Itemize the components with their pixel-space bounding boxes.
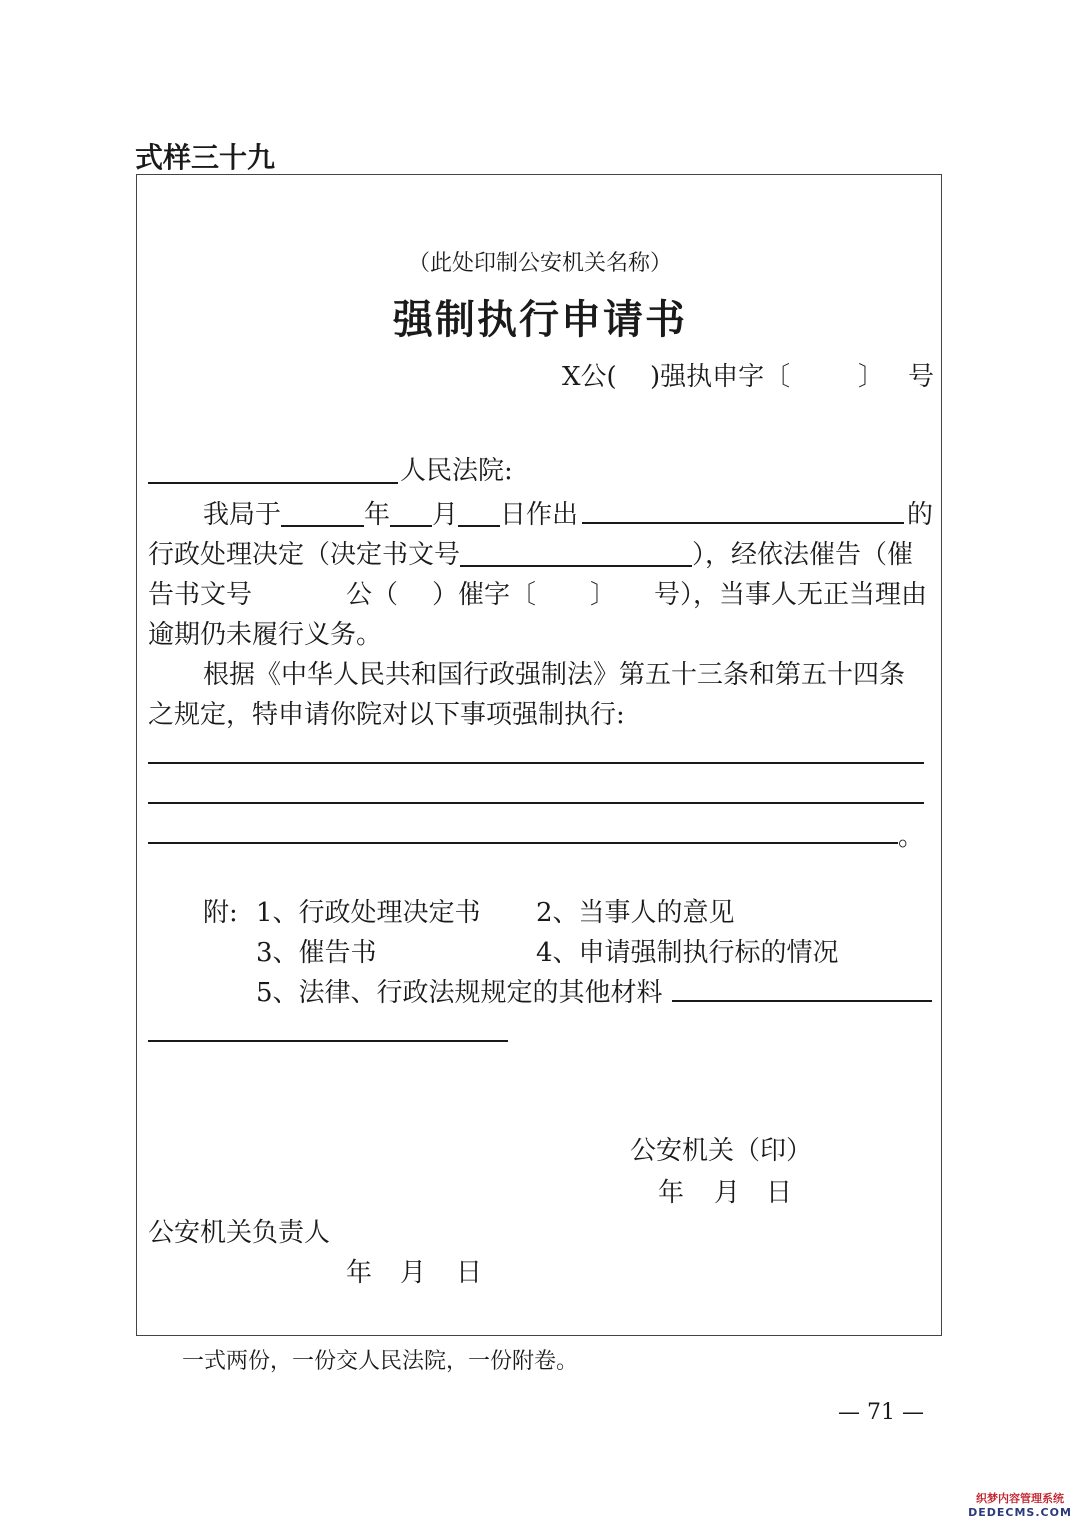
- responsible-date-month: 月: [400, 1258, 427, 1288]
- watermark-line-1: 织梦内容管理系统: [976, 1492, 1064, 1505]
- attachment-label: 附:: [203, 898, 238, 928]
- p1-text-k: 逾期仍未履行义务。: [148, 620, 383, 650]
- seal-date-day: 日: [766, 1178, 793, 1208]
- addressee-suffix: 人民法院:: [400, 456, 513, 486]
- attachment-item-1: 1、行政处理决定书: [256, 898, 481, 928]
- p1-text-j: 号），当事人无正当理由: [654, 580, 928, 610]
- court-name-blank: [148, 482, 398, 484]
- agency-placeholder: （此处印制公安机关名称）: [407, 251, 672, 276]
- p1-text-c: 的: [907, 500, 934, 530]
- ref-suffix: 号: [908, 362, 935, 392]
- footnote: 一式两份，一份交人民法院，一份附卷。: [182, 1349, 579, 1374]
- p1-text-a: 我局于: [203, 500, 282, 530]
- end-mark: 。: [898, 822, 925, 852]
- responsible-date-day: 日: [456, 1258, 483, 1288]
- decision-number-blank: [460, 539, 692, 567]
- attachment-item-2: 2、当事人的意见: [536, 898, 735, 928]
- p2-line1: 根据《中华人民共和国行政强制法》第五十三条和第五十四条: [203, 660, 906, 690]
- seal-text: 公安机关（印）: [630, 1136, 813, 1166]
- watermark: [965, 1490, 1075, 1519]
- responsible-date-year: 年: [346, 1258, 373, 1288]
- form-label: 式样三十九: [135, 141, 276, 174]
- day-blank: [458, 499, 500, 527]
- p1-text-i: 〕: [590, 580, 617, 610]
- form-frame: [136, 174, 942, 1336]
- attachment-item-3: 3、催告书: [256, 938, 377, 968]
- p1-text-b: 日作出: [500, 500, 579, 530]
- ref-prefix: X公(: [562, 362, 617, 392]
- p1-text-e: ），经依法催告（催: [692, 540, 914, 570]
- p1-start: [203, 494, 578, 531]
- item-blank-3: [148, 842, 898, 844]
- p1-month: 月: [432, 500, 459, 530]
- p1-text-f: 告书文号: [148, 580, 253, 610]
- p1-year: 年: [364, 500, 391, 530]
- attachment-item-4: 4、申请强制执行标的情况: [536, 938, 839, 968]
- year-blank: [281, 499, 364, 527]
- other-materials-blank: [672, 1000, 932, 1002]
- seal-date-year: 年: [658, 1178, 685, 1208]
- document-title: 强制执行申请书: [393, 297, 687, 343]
- attachment-item-5: 5、法律、行政法规规定的其他材料: [256, 978, 663, 1008]
- ref-middle: )强执申字〔: [650, 362, 791, 392]
- page-number: — 71 —: [838, 1400, 924, 1425]
- item-blank-1: [148, 762, 924, 764]
- watermark-line-2: DEDECMS.COM: [968, 1506, 1072, 1519]
- p1-text-d: 行政处理决定（决定书文号: [148, 540, 461, 570]
- p1-text-h: ）催字〔: [432, 580, 537, 610]
- other-materials-blank-2: [148, 1040, 508, 1042]
- p2-line2: 之规定，特申请你院对以下事项强制执行:: [148, 700, 625, 730]
- decision-blank: [582, 522, 904, 524]
- month-blank: [390, 499, 432, 527]
- responsible-person: 公安机关负责人: [148, 1218, 331, 1248]
- ref-bracket-close: 〕: [858, 362, 885, 392]
- item-blank-2: [148, 802, 924, 804]
- seal-date-month: 月: [714, 1178, 741, 1208]
- p1-text-g: 公（: [346, 580, 399, 610]
- p1-line2: [148, 534, 913, 571]
